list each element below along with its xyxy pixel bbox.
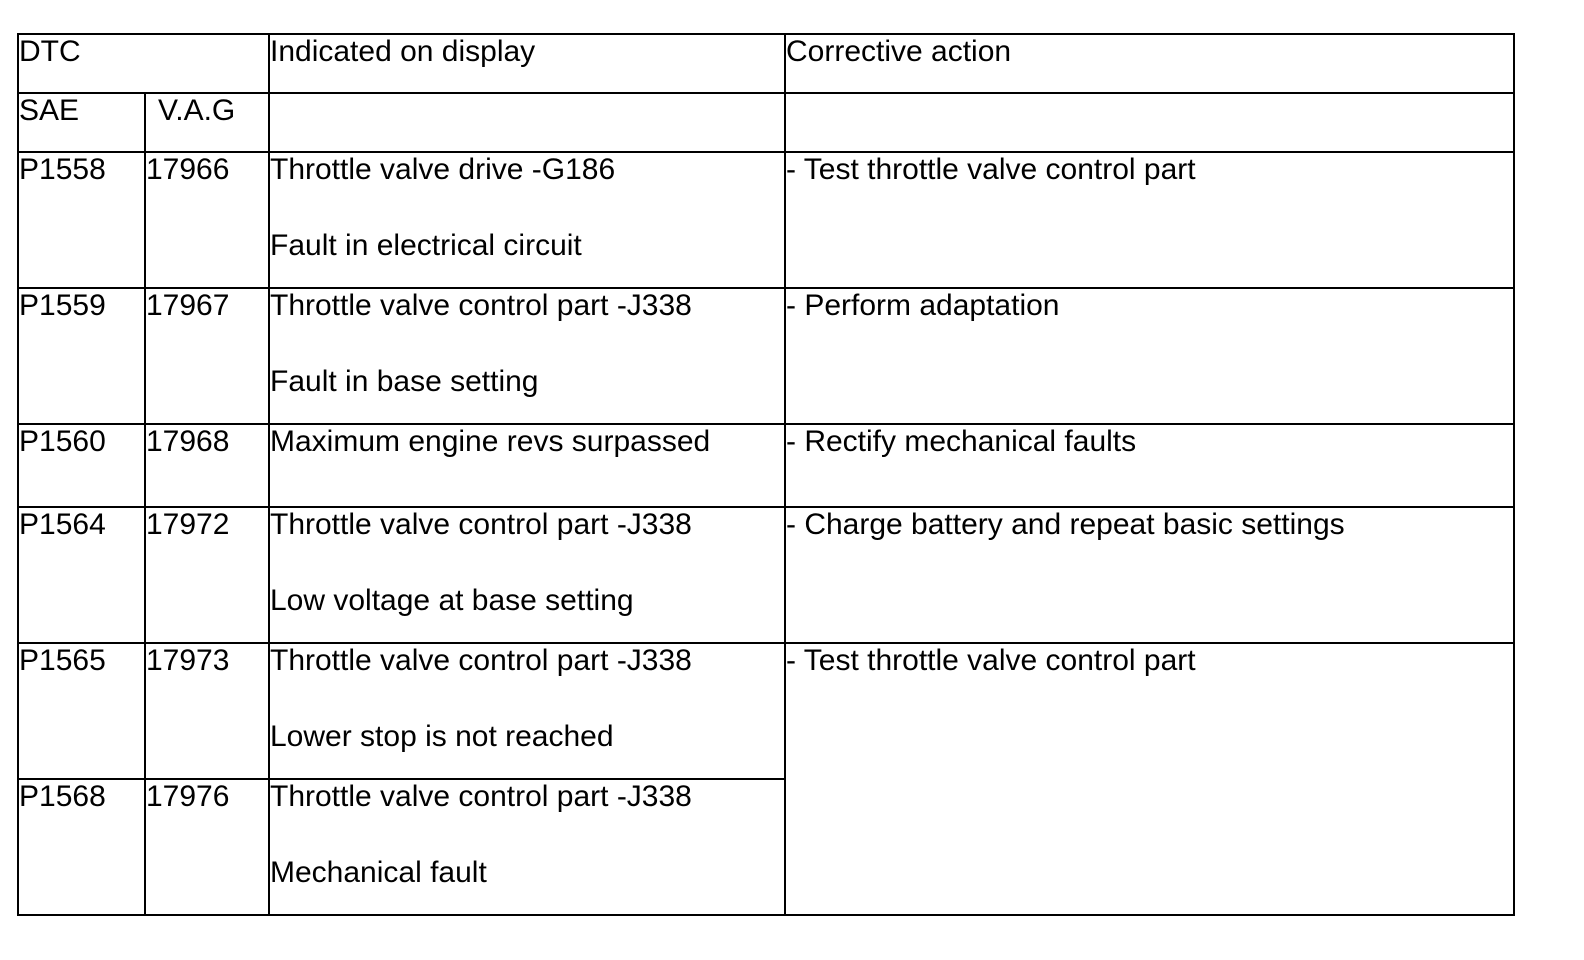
indicated-line: Fault in electrical circuit [270,229,582,262]
indicated-text [269,779,785,915]
sae-code: P1564 [18,507,145,643]
subheader-sae: SAE [18,93,145,152]
corrective-action: - Perform adaptation [785,288,1514,424]
indicated-line: Throttle valve control part -J338 [270,644,692,677]
sae-code: P1568 [18,779,145,915]
table-row [18,152,1514,288]
indicated-text [269,507,785,643]
dtc-table [17,33,1515,916]
vag-code: 17976 [145,779,269,915]
sae-code: P1565 [18,643,145,779]
indicated-text [269,643,785,779]
header-indicated: Indicated on display [269,34,785,93]
subheader-indicated-empty [269,93,785,152]
indicated-text [269,152,785,288]
indicated-line: Fault in base setting [270,365,539,398]
indicated-line: Mechanical fault [270,856,487,889]
table-row [18,643,1514,779]
indicated-line: Throttle valve control part -J338 [270,508,692,541]
table-row [18,507,1514,643]
indicated-line: Maximum engine revs surpassed [270,425,711,458]
subheader-action-empty [785,93,1514,152]
corrective-action: - Test throttle valve control part [785,643,1514,915]
indicated-text [269,288,785,424]
header-dtc: DTC [18,34,269,93]
vag-code: 17967 [145,288,269,424]
header-row [18,34,1514,93]
sae-code: P1558 [18,152,145,288]
sae-code: P1559 [18,288,145,424]
corrective-action: - Rectify mechanical faults [785,424,1514,507]
vag-code: 17972 [145,507,269,643]
vag-code: 17973 [145,643,269,779]
indicated-line: Low voltage at base setting [270,584,634,617]
table-row [18,288,1514,424]
indicated-line: Throttle valve control part -J338 [270,289,692,322]
table-row [18,424,1514,507]
indicated-line: Throttle valve drive -G186 [270,153,616,186]
indicated-line: Throttle valve control part -J338 [270,780,692,813]
corrective-action: - Test throttle valve control part [785,152,1514,288]
indicated-line: Lower stop is not reached [270,720,614,753]
sae-code: P1560 [18,424,145,507]
corrective-action: - Charge battery and repeat basic settings [785,507,1514,643]
indicated-text [269,424,785,507]
header-action: Corrective action [785,34,1514,93]
subheader-vag: V.A.G [145,93,269,152]
vag-code: 17966 [145,152,269,288]
subheader-row [18,93,1514,152]
vag-code: 17968 [145,424,269,507]
